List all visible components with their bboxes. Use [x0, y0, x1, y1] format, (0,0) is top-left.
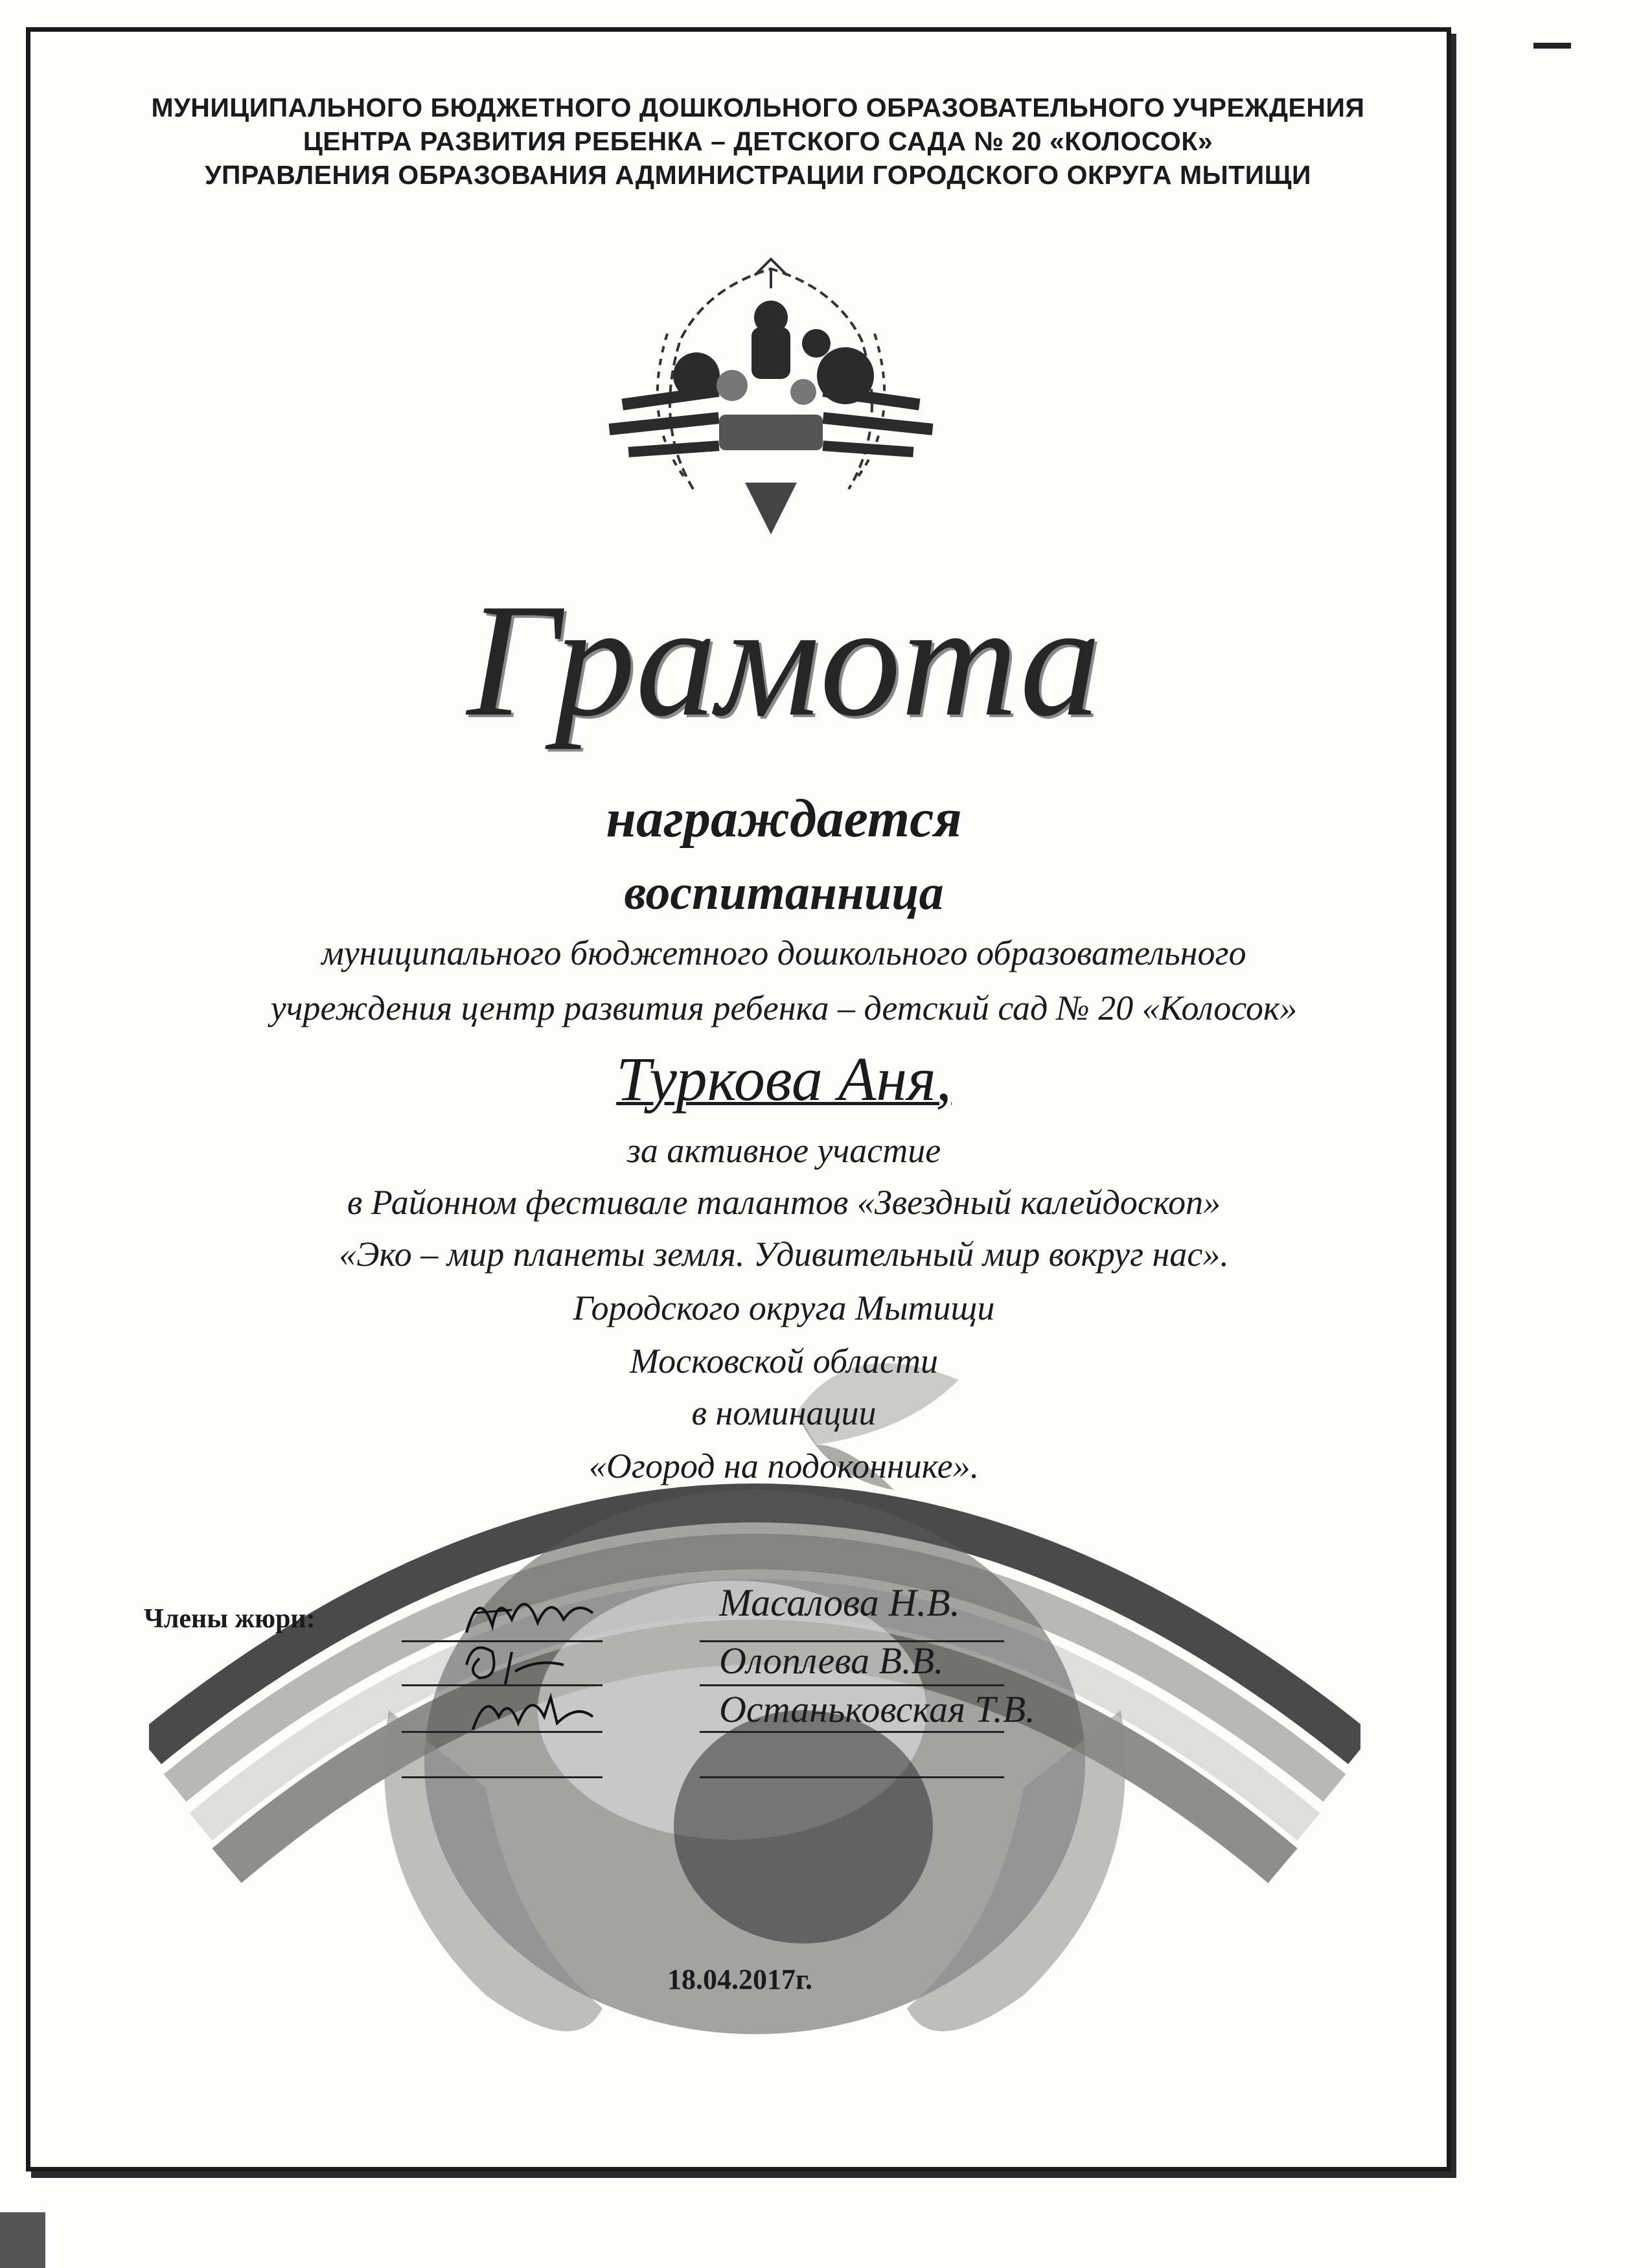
- kindergarten-emblem-icon: [596, 230, 946, 554]
- scan-mark: [1533, 43, 1571, 49]
- reason-line-7: «Огород на подоконнике».: [588, 1447, 980, 1485]
- recipient-name: Туркова Аня,: [616, 1044, 952, 1114]
- scan-mark: [0, 2212, 45, 2268]
- signature-line: [700, 1776, 1004, 1778]
- reason-line-2: в Районном фестивале талантов «Звездный калейдоскоп»: [347, 1183, 1221, 1222]
- signature-line: [700, 1684, 1004, 1686]
- awarded-text: награждается: [606, 788, 962, 849]
- signature-line: [700, 1731, 1004, 1733]
- institution-line-2: учреждения центр развития ребенка – детский сад № 20 «Колосок»: [270, 989, 1298, 1027]
- reason-line-4: Городского округа Мытищи: [573, 1289, 995, 1327]
- jury-label: Члены жюри:: [144, 1604, 315, 1634]
- header-line-1: МУНИЦИПАЛЬНОГО БЮДЖЕТНОГО ДОШКОЛЬНОГО ОБРАЗОВАТЕЛЬНОГО УЧРЕЖДЕНИЯ: [151, 93, 1365, 122]
- signature-line: [402, 1776, 602, 1778]
- recipient-name-row: [0, 1043, 1568, 1115]
- reason-line-1: за активное участие: [626, 1131, 941, 1170]
- jury-signature-3: [453, 1678, 602, 1743]
- jury-printed-name-1: Масалова Н.В.: [719, 1581, 960, 1624]
- jury-printed-name-3: Останьковская Т.В.: [719, 1688, 1035, 1730]
- jury-printed-name-2: Олоплева В.В.: [719, 1640, 944, 1682]
- reason-line-3: «Эко – мир планеты земля. Удивительный мир вокруг нас».: [339, 1235, 1229, 1274]
- header-line-3: УПРАВЛЕНИЯ ОБРАЗОВАНИЯ АДМИНИСТРАЦИИ ГОРОДСКОГО ОКРУГА МЫТИЩИ: [204, 160, 1312, 190]
- reason-line-6: в номинации: [691, 1393, 877, 1432]
- certificate-title: Грамота: [466, 571, 1101, 750]
- header-line-2: ЦЕНТРА РАЗВИТИЯ РЕБЕНКА – ДЕТСКОГО САДА № 20 «КОЛОСОК»: [303, 126, 1213, 156]
- institution-header: [110, 91, 1406, 192]
- certificate-date: 18.04.2017г.: [667, 1964, 813, 1995]
- reason-line-5: Московской области: [629, 1342, 939, 1380]
- institution-line-1: муниципального бюджетного дошкольного образовательного: [321, 934, 1246, 972]
- pupil-text: воспитанница: [624, 865, 944, 920]
